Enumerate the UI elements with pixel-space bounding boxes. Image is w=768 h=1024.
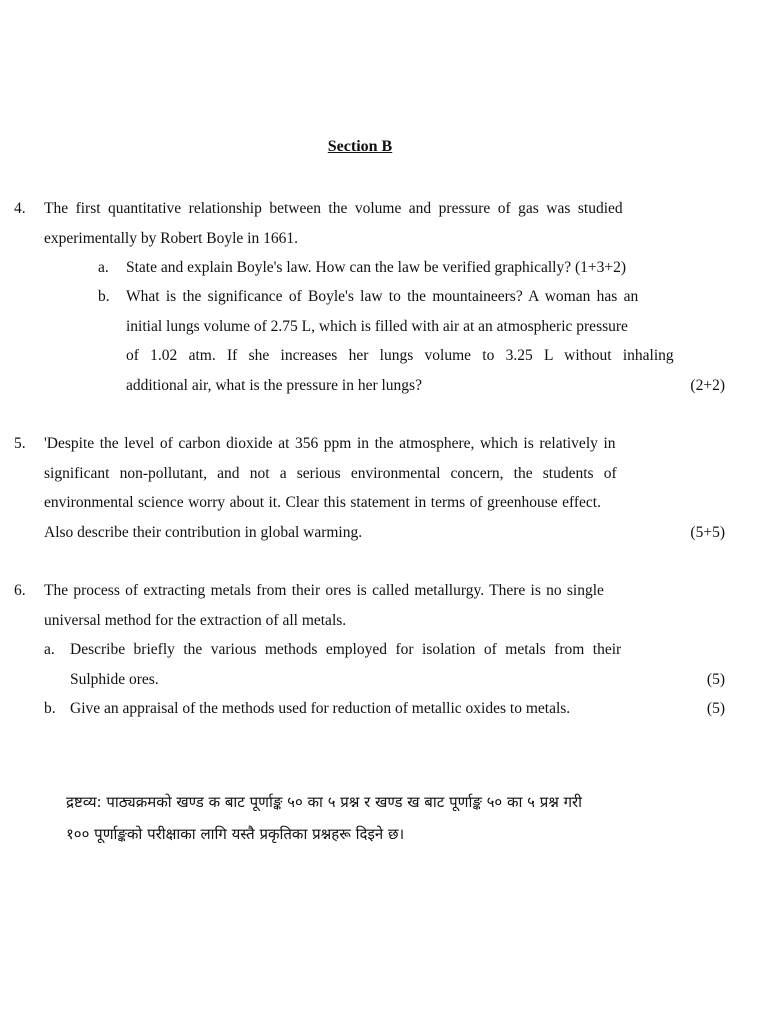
question-text-line: 'Despite the level of carbon dioxide at 356 ppm in the atmosphere, which is relatively in xyxy=(44,435,616,452)
question-number: 5. xyxy=(14,435,26,452)
question-text-line: The first quantitative relationship between the volume and pressure of gas was studied xyxy=(44,200,623,217)
section-title: Section B xyxy=(327,138,393,155)
nepali-note-line: १०० पूर्णाङ्कको परीक्षाका लागि यस्तै प्रकृतिका प्रश्नहरू दिइने छ। xyxy=(66,825,405,843)
subquestion-label: b. xyxy=(44,700,56,717)
marks-label: (5) xyxy=(706,670,725,688)
subquestion-text: State and explain Boyle's law. How can the law be verified graphically? (1+3+2) xyxy=(126,259,627,276)
question-text-line: significant non-pollutant, and not a serious environmental concern, the students of xyxy=(44,464,617,482)
subquestion-text-line: Describe briefly the various methods employed for isolation of metals from their xyxy=(70,641,622,658)
subquestion-label: b. xyxy=(98,288,110,305)
nepali-note xyxy=(66,786,726,850)
subquestion-label: a. xyxy=(44,641,55,658)
question-text-line: environmental science worry about it. Clear this statement in terms of greenhouse effect. xyxy=(44,494,601,511)
nepali-note-line: द्रष्टव्य: पाठ्यक्रमको खण्ड क बाट पूर्णाङ्क ५० का ५ प्रश्न र खण्ड ख बाट पूर्णाङ्क ५० का ५ प्रश्न गरी xyxy=(66,793,583,811)
question-number: 4. xyxy=(14,200,26,217)
marks-label: (5) xyxy=(706,700,725,717)
question-text-line: Also describe their contribution in global warming. xyxy=(44,523,363,541)
subquestion-text-line: additional air, what is the pressure in her lungs? xyxy=(126,376,422,394)
marks-label: (5+5) xyxy=(690,523,725,541)
subquestion-text-line: of 1.02 atm. If she increases her lungs volume to 3.25 L without inhaling xyxy=(126,347,674,364)
subquestion-text: Give an appraisal of the methods used for reduction of metallic oxides to metals. xyxy=(70,700,571,717)
subquestion-label: a. xyxy=(98,259,109,276)
marks-label: (2+2) xyxy=(690,376,725,394)
subquestion-text-line: Sulphide ores. xyxy=(70,670,159,688)
question-number: 6. xyxy=(14,582,26,599)
question-text-line: The process of extracting metals from their ores is called metallurgy. There is no single xyxy=(44,582,604,599)
subquestion-text-line: What is the significance of Boyle's law to the mountaineers? A woman has an xyxy=(126,288,639,305)
question-text-line: universal method for the extraction of all metals. xyxy=(44,611,347,629)
question-text-line: experimentally by Robert Boyle in 1661. xyxy=(44,229,298,247)
subquestion-text-line: initial lungs volume of 2.75 L, which is filled with air at an atmospheric pressure xyxy=(126,317,628,335)
